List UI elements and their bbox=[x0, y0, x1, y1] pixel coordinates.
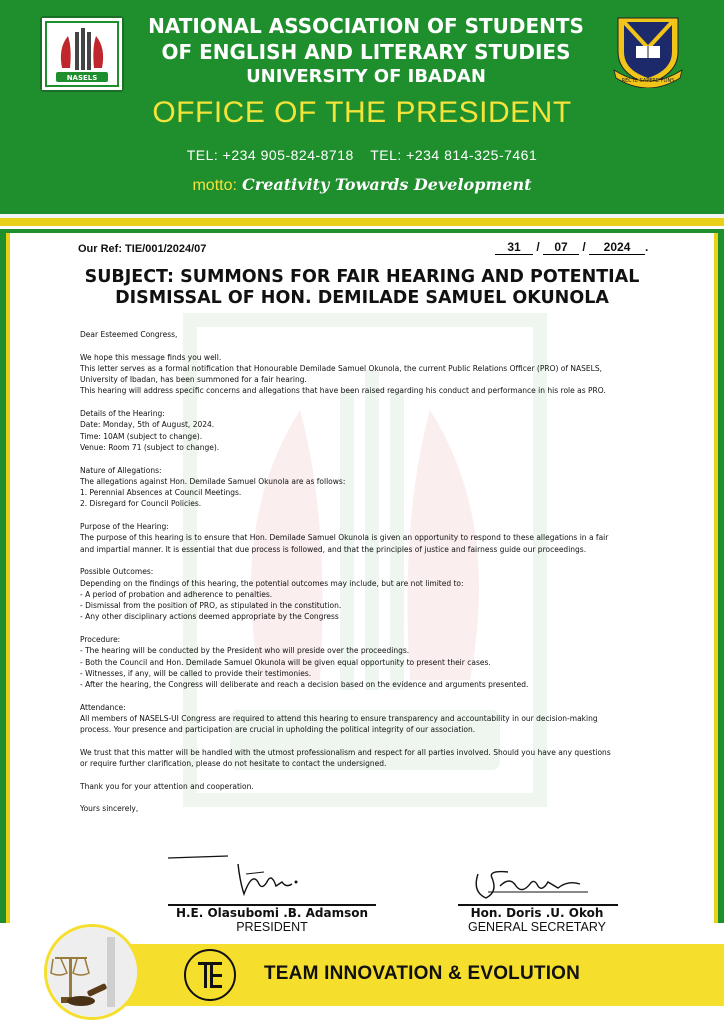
body-line: We trust that this matter will be handled with the utmost professionalism and respect for all parties involved. Should you have any questions bbox=[80, 747, 611, 757]
divider-line bbox=[0, 229, 724, 233]
body-line: - Witnesses, if any, will be called to provide their testimonies. bbox=[80, 668, 312, 678]
org-name-line2: OF ENGLISH AND LITERARY STUDIES bbox=[161, 40, 571, 64]
president-signature bbox=[168, 852, 318, 902]
body-line: and impartial manner. It is essential that due process is followed, and that the principles of justice and fairness guide our proceedings. bbox=[80, 544, 587, 554]
telephone-2: TEL: +234 814-325-7461 bbox=[370, 147, 538, 163]
body-line: This hearing will address specific concerns and allegations that have been raised regarding his conduct and performance in his role as PRO. bbox=[80, 386, 606, 396]
body-line: Purpose of the Hearing: bbox=[80, 522, 169, 532]
body-line: - Any other disciplinary actions deemed appropriate by the Congress bbox=[80, 612, 339, 622]
body-line: - The hearing will be conducted by the President who will preside over the proceedings. bbox=[80, 646, 410, 656]
body-line: Date: Monday, 5th of August, 2024. bbox=[80, 420, 215, 430]
body-line: Possible Outcomes: bbox=[80, 567, 154, 577]
paragraph-gap bbox=[80, 555, 710, 566]
body-line: Details of the Hearing: bbox=[80, 409, 165, 419]
body-line: Attendance: bbox=[80, 702, 126, 712]
svg-text:NASELS: NASELS bbox=[66, 74, 98, 82]
body-line: All members of NASELS-UI Congress are required to attend this hearing to ensure transparency and accountability in our decision-making bbox=[80, 714, 598, 724]
telephone-line bbox=[0, 147, 724, 163]
subject-line-1: SUBJECT: SUMMONS FOR FAIR HEARING AND POTENTIAL bbox=[84, 267, 640, 287]
team-logo bbox=[184, 949, 236, 1001]
justice-scales-image bbox=[44, 924, 140, 1020]
body-line: Depending on the findings of this hearing, the potential outcomes may include, but are not limited to: bbox=[80, 578, 464, 588]
body-line: 1. Perennial Absences at Council Meetings. bbox=[80, 488, 242, 498]
body-line: - After the hearing, the Congress will deliberate and reach a decision based on the evidence and arguments presented. bbox=[80, 680, 529, 690]
body-line: Yours sincerely, bbox=[80, 804, 139, 814]
left-border-yellow bbox=[6, 233, 10, 923]
paragraph-gap bbox=[80, 736, 710, 747]
subject-heading bbox=[60, 267, 664, 309]
date-day: 31 bbox=[495, 240, 533, 255]
body-line: University of Ibadan, has been summoned for a fair hearing. bbox=[80, 375, 307, 385]
paragraph-gap bbox=[80, 792, 710, 803]
secretary-role: GENERAL SECRETARY bbox=[467, 920, 606, 934]
motto-label: motto: bbox=[192, 177, 237, 194]
body-line: or require further clarification, please do not hesitate to contact the undersigned. bbox=[80, 759, 387, 769]
paragraph-gap bbox=[80, 397, 710, 408]
telephone-1: TEL: +234 905-824-8718 bbox=[186, 147, 354, 163]
letter-body bbox=[80, 329, 710, 815]
paragraph-gap bbox=[80, 453, 710, 464]
paragraph-gap bbox=[80, 623, 710, 634]
reference-number: Our Ref: TIE/001/2024/07 bbox=[78, 243, 207, 255]
svg-text:RECTE SAPERE FONS: RECTE SAPERE FONS bbox=[621, 78, 675, 84]
motto-line bbox=[0, 175, 724, 195]
right-border-green bbox=[718, 233, 724, 923]
letter-date: 31 / 07 / 2024 . bbox=[495, 240, 648, 255]
body-line: process. Your presence and participation are crucial in upholding the political integrity of our association. bbox=[80, 725, 476, 735]
body-line: Dear Esteemed Congress, bbox=[80, 330, 178, 339]
office-title: OFFICE OF THE PRESIDENT bbox=[152, 96, 572, 129]
body-line: Procedure: bbox=[80, 635, 121, 645]
team-name: TEAM INNOVATION & EVOLUTION bbox=[264, 963, 581, 984]
president-role: PRESIDENT bbox=[236, 920, 308, 934]
body-line: This letter serves as a formal notification that Honourable Demilade Samuel Okunola, the current Public Relations Officer (PRO) of NASELS, bbox=[80, 363, 602, 373]
divider-line bbox=[0, 218, 724, 226]
subject-line-2: DISMISSAL OF HON. DEMILADE SAMUEL OKUNOLA bbox=[115, 288, 609, 308]
date-year: 2024 bbox=[589, 240, 645, 255]
paragraph-gap bbox=[80, 770, 710, 781]
body-line: 2. Disregard for Council Policies. bbox=[80, 499, 202, 509]
org-name-line3: UNIVERSITY OF IBADAN bbox=[246, 66, 486, 87]
body-line: The allegations against Hon. Demilade Samuel Okunola are as follows: bbox=[80, 476, 346, 486]
body-line: Time: 10AM (subject to change). bbox=[80, 431, 203, 441]
paragraph-gap bbox=[80, 510, 710, 521]
body-line: - Dismissal from the position of PRO, as stipulated in the constitution. bbox=[80, 601, 342, 611]
president-name: H.E. Olasubomi .B. Adamson bbox=[175, 906, 369, 920]
body-line: Venue: Room 71 (subject to change). bbox=[80, 442, 220, 452]
body-line: - A period of probation and adherence to penalties. bbox=[80, 589, 273, 599]
motto-text: Creativity Towards Development bbox=[242, 175, 532, 194]
paragraph-gap bbox=[80, 340, 710, 351]
body-line: Nature of Allegations: bbox=[80, 465, 162, 475]
paragraph-gap bbox=[80, 691, 710, 702]
body-line: We hope this message finds you well. bbox=[80, 352, 222, 362]
body-line: Thank you for your attention and cooperation. bbox=[80, 781, 254, 791]
secretary-name: Hon. Doris .U. Okoh bbox=[470, 906, 604, 920]
body-line: - Both the Council and Hon. Demilade Samuel Okunola will be given equal opportunity to present their cases. bbox=[80, 657, 491, 667]
body-line: The purpose of this hearing is to ensure that Hon. Demilade Samuel Okunola is given an opportunity to respond to these allegations in a fair bbox=[80, 533, 609, 543]
org-name-line1: NATIONAL ASSOCIATION OF STUDENTS bbox=[148, 14, 584, 38]
date-month: 07 bbox=[543, 240, 579, 255]
